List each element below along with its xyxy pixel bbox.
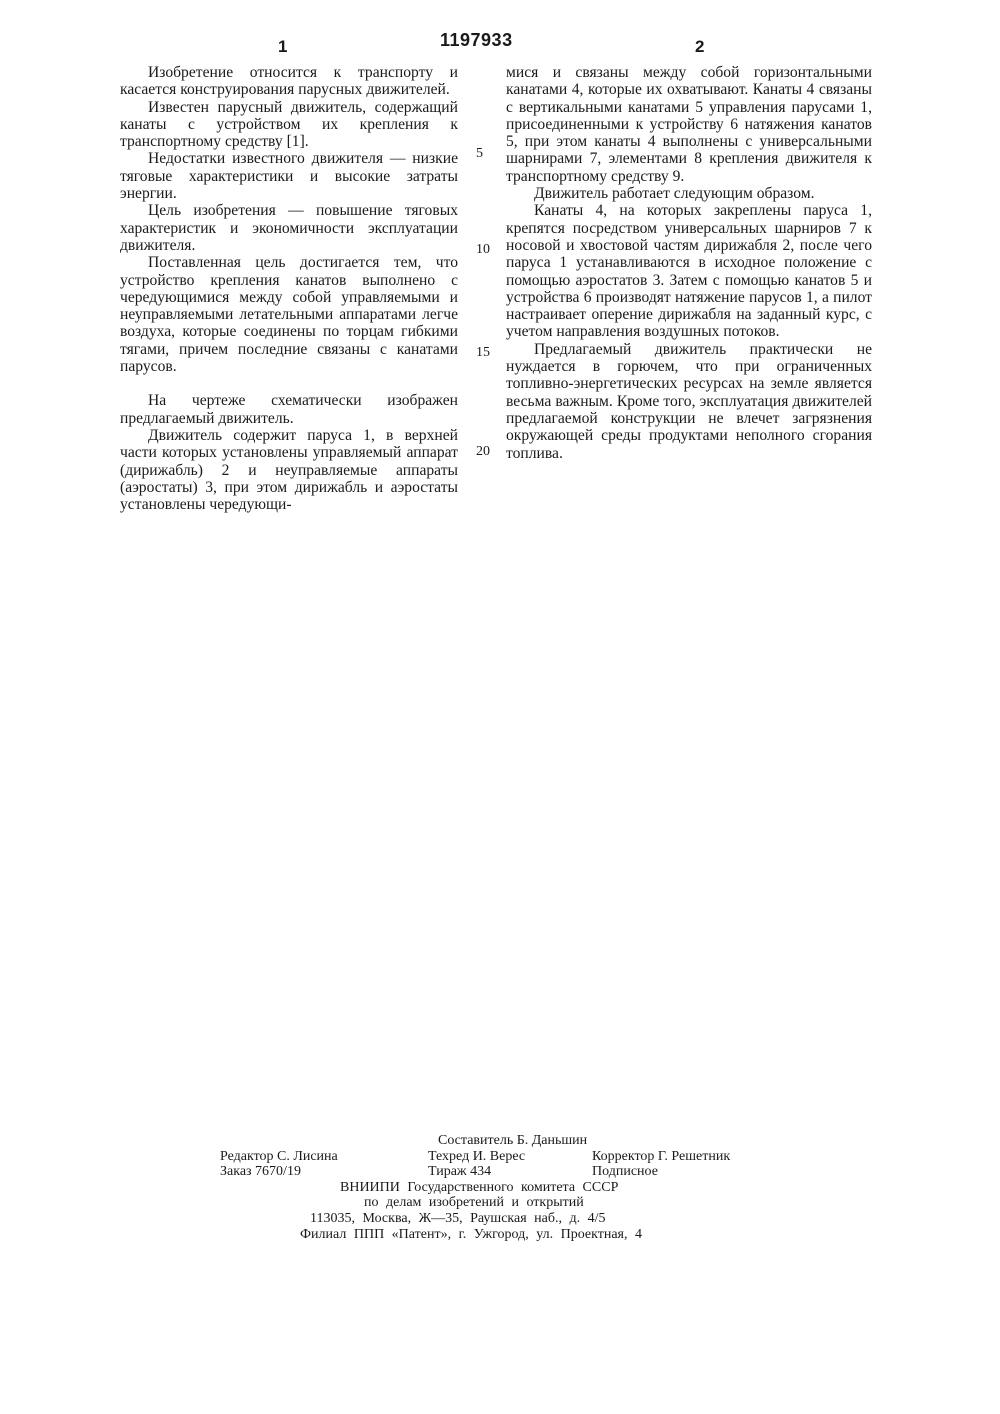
paragraph: Движитель работает следующим образом. [534, 185, 815, 203]
paragraph: На чертеже схематически изображен предлагаемый движитель. [120, 392, 458, 427]
paragraph: Канаты 4, на которых закреплены паруса 1, крепятся посредством универсальных шарниров 7 к носовой и хвостовой частям дирижабля 2, после чего паруса 1 устанавливаются в исходное положение с помощью аэростатов 3. Затем с помощью канатов 5 и устройства 6 производят натяжение парусов 1, а пилот настраивает оперение дирижабля на заданный курс, с учетом направления воздушных потоков. [506, 202, 872, 341]
paragraph: мися и связаны между собой горизонтальными канатами 4, которые их охватывают. Канаты 4 связаны с вертикальными канатами 5 управления парусами 1, присоединенными к устройству 6 натяжения канатов 5, при этом канаты 4 выполнены с универсальными шарнирами 7, элементами 8 крепления движителя к транспортному средству 9. [506, 64, 872, 185]
column-number-left: 1 [278, 37, 288, 56]
imprint-block [220, 1133, 780, 1242]
left-column [120, 64, 458, 513]
column-number-right: 2 [695, 37, 705, 56]
paragraph: Предлагаемый движитель практически не нуждается в горючем, что при ограниченных топливно-энергетических ресурсах на земле является весьма важным. Кроме того, эксплуатация движителей предлагаемой конструкции не влечет загрязнения окружающей среды продуктами неполного сгорания топлива. [506, 340, 872, 462]
publisher-org: ВНИИПИ Государственного комитета СССР [340, 1179, 619, 1195]
publisher-address: 113035, Москва, Ж—35, Раушская наб., д. 4/5 [310, 1210, 606, 1226]
line-number-marker: 20 [476, 444, 490, 459]
paragraph: Цель изобретения — повышение тяговых характеристик и экономичности эксплуатации движителя. [120, 202, 458, 254]
techred-credit: Техред И. Верес [428, 1148, 526, 1164]
paragraph: Известен парусный движитель, содержащий канаты с устройством их крепления к транспортному средству [1]. [120, 98, 458, 151]
circulation: Тираж 434 [428, 1164, 492, 1180]
subscription-note: Подписное [592, 1164, 658, 1180]
publisher-dept: по делам изобретений и открытий [364, 1195, 584, 1211]
branch-address: Филиал ППП «Патент», г. Ужгород, ул. Проектная, 4 [300, 1226, 642, 1242]
paragraph: Движитель содержит паруса 1, в верхней части которых установлены управляемый аппарат (дирижабль) 2 и неуправляемые аппараты (аэростаты) 3, при этом дирижабль и аэростаты установлены чередующи- [120, 426, 458, 514]
paragraph: Поставленная цель достигается тем, что устройство крепления канатов выполнено с чередующимися между собой управляемыми и неуправляемыми летательными аппаратами легче воздуха, которые соединены по торцам гибкими тягами, причем последние связаны с канатами парусов. [120, 254, 458, 376]
right-column [506, 64, 872, 462]
patent-number: 1197933 [440, 30, 513, 50]
paragraph: Недостатки известного движителя — низкие тяговые характеристики и высокие затраты энергии. [120, 150, 458, 203]
paragraph: Изобретение относится к транспорту и касается конструирования парусных движителей. [120, 64, 458, 99]
editor-credit: Редактор С. Лисина [220, 1148, 338, 1164]
corrector-credit: Корректор Г. Решетник [592, 1148, 731, 1164]
compiler-credit: Составитель Б. Даньшин [438, 1133, 588, 1148]
order-number: Заказ 7670/19 [220, 1164, 301, 1180]
line-number-marker: 5 [476, 146, 483, 161]
line-number-marker: 15 [476, 345, 490, 360]
line-number-marker: 10 [476, 242, 490, 257]
